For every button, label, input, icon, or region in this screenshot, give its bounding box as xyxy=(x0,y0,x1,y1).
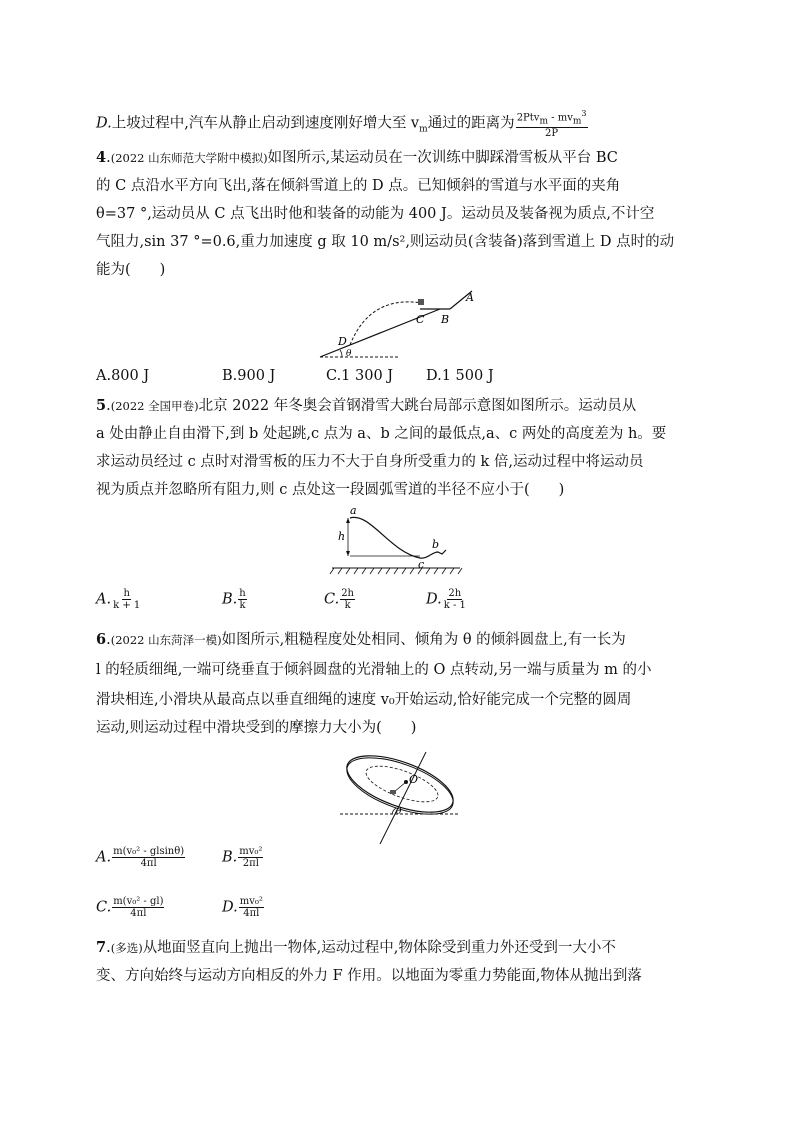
q3-option-d: D.上坡过程中,汽车从静止启动到速度刚好增大至 $v_m$通过的距离为 $\frac{2Ptv_m - mv_m^3}{2P}$ xyxy=(96,109,587,140)
theta-label: θ xyxy=(346,349,352,359)
q7-stem-line-1: 7.(多选)从地面竖直向上抛出一物体,运动过程中,物体除受到重力外还受到一大小不 xyxy=(96,939,616,956)
q5-option-d: D. $\frac{2h}{k - 1}$ xyxy=(426,588,466,611)
q4-option-a: A.800 J xyxy=(96,368,150,384)
q4-option-d: D.1 500 J xyxy=(426,368,494,384)
theta-label: θ xyxy=(396,807,402,817)
q6-stem-line-4: 运动,则运动过程中滑块受到的摩擦力大小为( ) xyxy=(96,720,417,736)
q5-stem-line-1: 5.(2022 全国甲卷)北京 2022 年冬奥会首钢滑雪大跳台局部示意图如图所示。运动员从 xyxy=(96,397,637,414)
q6-stem-line-2: l 的轻质细绳,一端可绕垂直于倾斜圆盘的光滑轴上的 O 点转动,另一端与质量为 m 的小 xyxy=(96,662,652,678)
point-b-label: B xyxy=(441,313,450,326)
q6-stem-line-3: 滑块相连,小滑块从最高点以垂直细绳的速度 v₀开始运动,恰好能完成一个完整的圆周 xyxy=(96,692,632,708)
q5-stem-line-3: 求运动员经过 c 点时对滑雪板的压力不大于自身所受重力的 k 倍,运动过程中将运动员 xyxy=(96,454,644,470)
q6-option-d: D. $\frac{\text{mv₀²}}{4\pi l}$ xyxy=(222,896,263,919)
q3-fraction: $\frac{2Ptv_m - mv_m^3}{2P}$ xyxy=(516,109,587,140)
point-b-label: b xyxy=(432,538,440,551)
q4-stem-line-5: 能为( ) xyxy=(96,262,166,278)
q5-stem-line-2: a 处由静止自由滑下,到 b 处起跳,c 点为 a、b 之间的最低点,a、c 两处的高度差为 h。要 xyxy=(96,426,667,442)
q6-option-b: B. $\frac{\text{mv₀²}}{2\pi l}$ xyxy=(222,846,263,869)
q6-option-c: C. $\frac{\text{m(v₀² - gl)}}{4\pi l}$ xyxy=(96,896,164,919)
tilted-disk-figure xyxy=(330,748,470,848)
q4-option-c: C.1 300 J xyxy=(326,368,394,384)
q5-option-c: C. $\frac{2h}{k}$ xyxy=(324,588,354,611)
q5-option-a: A. $\frac{h}{k + 1}$ xyxy=(96,588,141,611)
ski-jump-slope-figure xyxy=(310,285,500,365)
q4-stem-line-3: θ=37 °,运动员从 C 点飞出时他和装备的动能为 400 J。运动员及装备视为质点,不计空 xyxy=(96,206,655,222)
q4-option-b: B.900 J xyxy=(222,368,276,384)
point-o-label: O xyxy=(409,773,419,786)
q5-stem-line-4: 视为质点并忽略所有阻力,则 c 点处这一段圆弧雪道的半径不应小于( ) xyxy=(96,482,565,498)
point-c-label: c xyxy=(418,558,425,571)
q4-stem-line-1: 4.(2022 山东师范大学附中模拟)如图所示,某运动员在一次训练中脚踩滑雪板从平台 BC xyxy=(96,149,618,166)
q4-stem-line-2: 的 C 点沿水平方向飞出,落在倾斜雪道上的 D 点。已知倾斜的雪道与水平面的夹角 xyxy=(96,178,621,194)
q4-stem-line-4: 气阻力,sin 37 °=0.6,重力加速度 g 取 10 m/s²,则运动员(含装备)落到雪道上 D 点时的动 xyxy=(96,234,675,250)
point-d-label: D xyxy=(338,335,347,348)
point-a-label: A xyxy=(466,291,474,304)
big-air-figure xyxy=(320,502,470,580)
q6-stem-line-1: 6.(2022 山东菏泽一模)如图所示,粗糙程度处处相同、倾角为 θ 的倾斜圆盘上,有一长为 xyxy=(96,631,626,648)
q7-stem-line-2: 变、方向始终与运动方向相反的外力 F 作用。以地面为零重力势能面,物体从抛出到落 xyxy=(96,968,642,984)
point-c-label: C xyxy=(416,313,425,326)
q5-option-b: B. $\frac{h}{k}$ xyxy=(222,588,246,611)
height-h-label: h xyxy=(338,530,346,543)
point-a-label: a xyxy=(350,504,357,517)
q6-option-a: A. $\frac{\text{m(v₀² - glsinθ)}}{4\pi l}$ xyxy=(96,846,185,869)
